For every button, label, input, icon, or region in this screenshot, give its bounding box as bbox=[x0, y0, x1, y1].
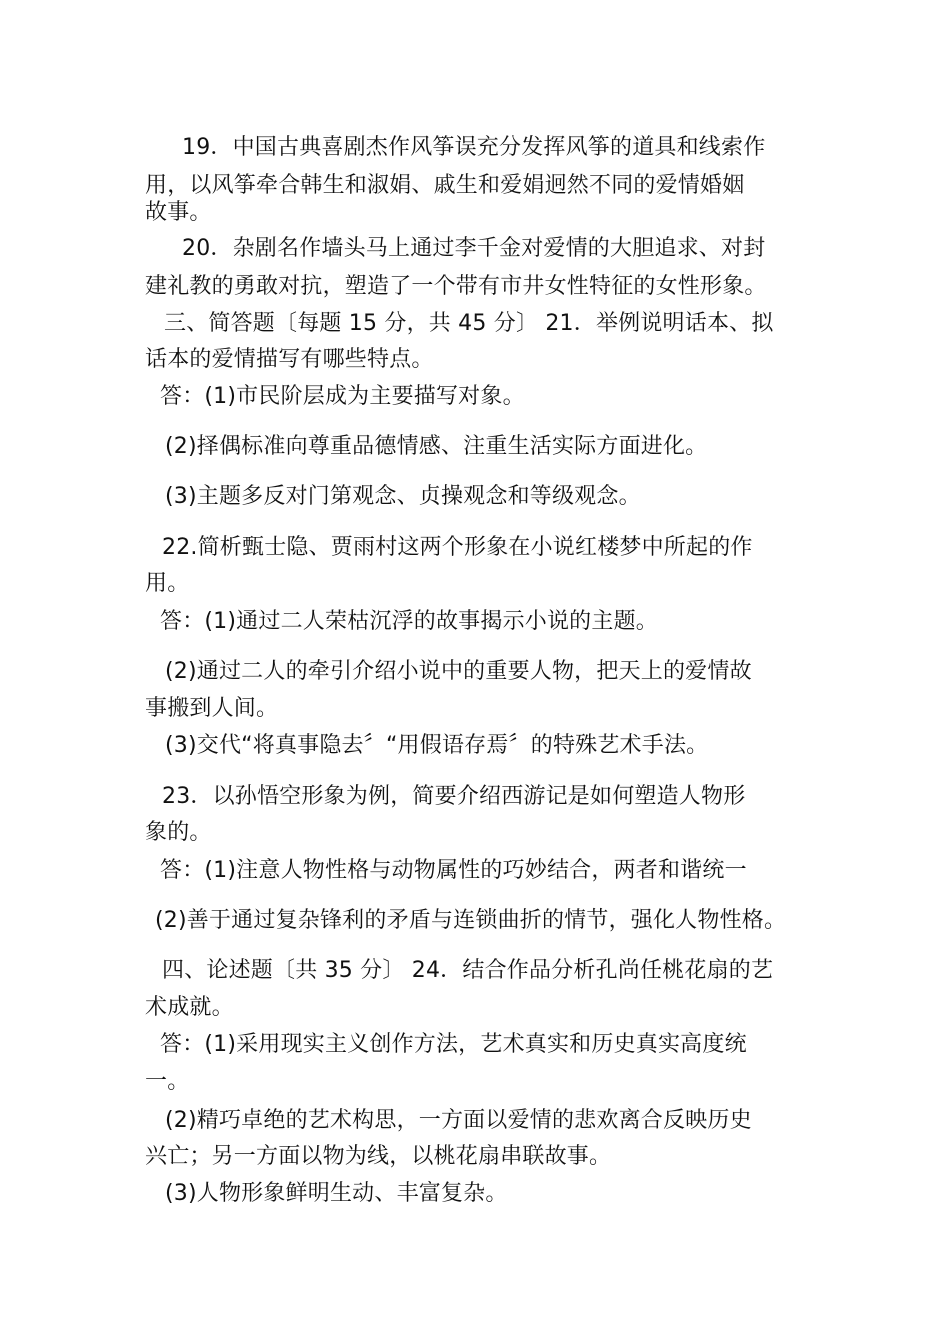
text-line: (3)交代“将真事隐去〞“用假语存焉〞的特殊艺术手法。 bbox=[165, 733, 709, 758]
text-line: 用。 bbox=[145, 571, 190, 596]
text-line: (2)择偶标准向尊重品德情感、注重生活实际方面进化。 bbox=[165, 434, 708, 459]
text-line: 23．以孙悟空形象为例，简要介绍西游记是如何塑造人物形 bbox=[162, 784, 746, 809]
text-line: 19．中国古典喜剧杰作风筝误充分发挥风筝的道具和线索作 bbox=[182, 135, 766, 160]
text-line: 用，以风筝牵合韩生和淑娟、戚生和爱娟迥然不同的爱情婚姻 bbox=[145, 173, 745, 198]
text-line: (2)善于通过复杂锋利的矛盾与连锁曲折的情节，强化人物性格。 bbox=[155, 908, 787, 933]
text-line: 建礼教的勇敢对抗，塑造了一个带有市井女性特征的女性形象。 bbox=[145, 274, 767, 299]
text-line: (3)人物形象鲜明生动、丰富复杂。 bbox=[165, 1181, 508, 1206]
text-line: 22.简析甄士隐、贾雨村这两个形象在小说红楼梦中所起的作 bbox=[162, 535, 753, 560]
text-line: 答：(1)采用现实主义创作方法，艺术真实和历史真实高度统 bbox=[160, 1032, 747, 1057]
text-line: 故事。 bbox=[145, 200, 212, 225]
text-line: 象的。 bbox=[145, 820, 212, 845]
text-line: 答：(1)注意人物性格与动物属性的巧妙结合，两者和谐统一 bbox=[160, 858, 747, 883]
text-line: 话本的爱情描写有哪些特点。 bbox=[145, 347, 434, 372]
text-line: (2)通过二人的牵引介绍小说中的重要人物，把天上的爱情故 bbox=[165, 659, 752, 684]
text-line: (2)精巧卓绝的艺术构思，一方面以爱情的悲欢离合反映历史 bbox=[165, 1108, 752, 1133]
text-line: 术成就。 bbox=[145, 995, 234, 1020]
text-line: 事搬到人间。 bbox=[145, 696, 279, 721]
text-line: 三、简答题〔每题 15 分，共 45 分〕 21．举例说明话本、拟 bbox=[164, 311, 774, 336]
text-line: (3)主题多反对门第观念、贞操观念和等级观念。 bbox=[165, 484, 641, 509]
text-line: 答：(1)市民阶层成为主要描写对象。 bbox=[160, 384, 525, 409]
text-line: 答：(1)通过二人荣枯沉浮的故事揭示小说的主题。 bbox=[160, 609, 658, 634]
text-line: 20．杂剧名作墙头马上通过李千金对爱情的大胆追求、对封 bbox=[182, 236, 766, 261]
text-line: 一。 bbox=[145, 1069, 190, 1094]
text-line: 四、论述题〔共 35 分〕 24．结合作品分析孔尚任桃花扇的艺 bbox=[162, 958, 774, 983]
text-line: 兴亡；另一方面以物为线，以桃花扇串联故事。 bbox=[145, 1144, 612, 1169]
